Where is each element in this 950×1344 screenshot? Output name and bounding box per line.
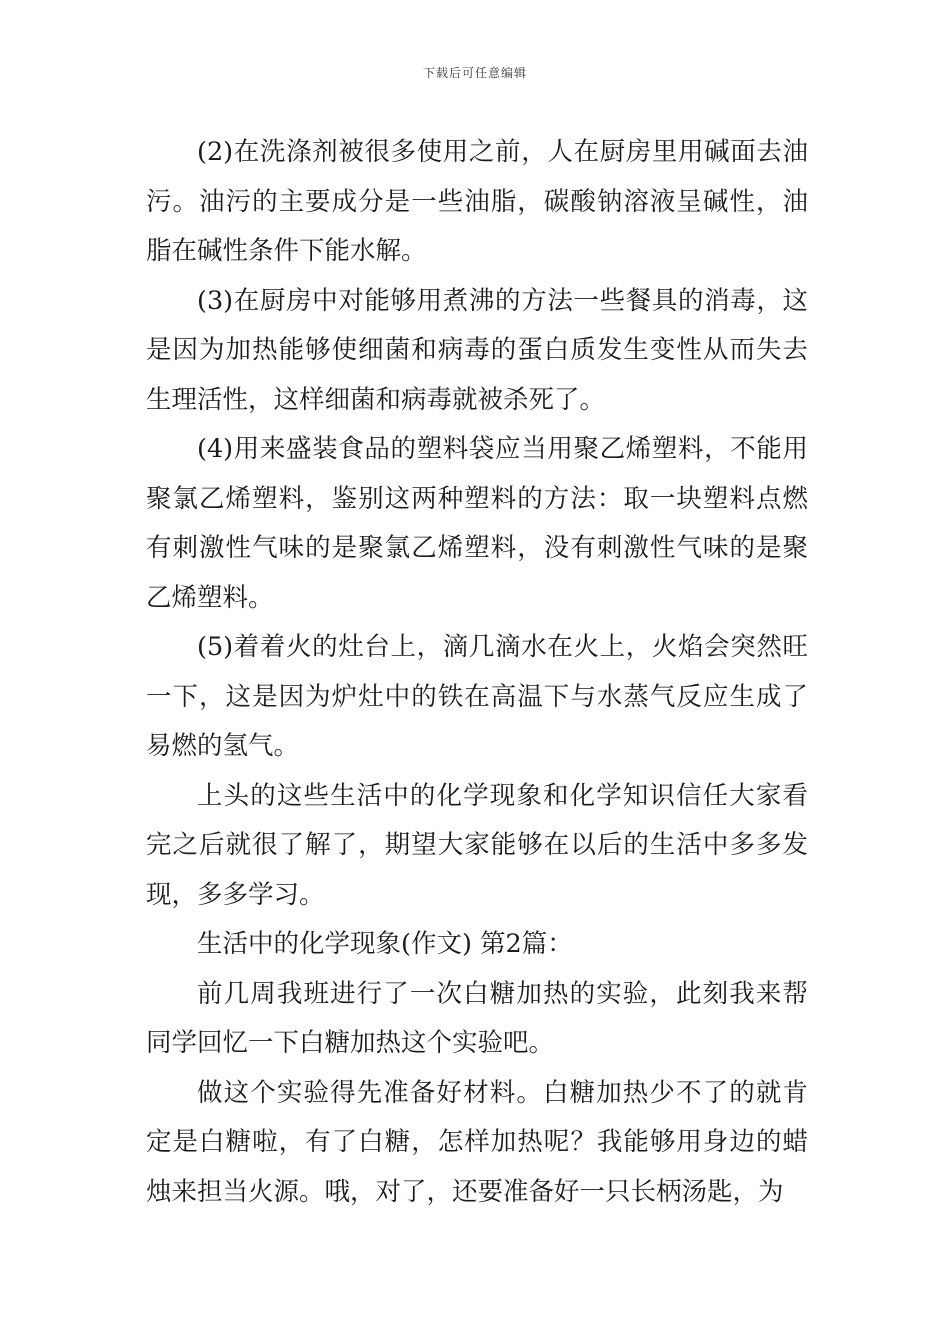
page-header-note: 下载后可任意编辑 xyxy=(422,66,527,80)
paragraph-materials: 做这个实验得先准备好材料。白糖加热少不了的就肯定是白糖啦，有了白糖，怎样加热呢？我能够用身边的蜡烛来担当火源。哦，对了，还要准备好一只长柄汤匙，为 xyxy=(146,1077,808,1207)
paragraph-item-4: (4)用来盛装食品的塑料袋应当用聚乙烯塑料，不能用聚氯乙烯塑料，鉴别这两种塑料的方法：取一块塑料点燃有刺激性气味的是聚氯乙烯塑料，没有刺激性气味的是聚乙烯塑料。 xyxy=(146,434,808,613)
paragraph-item-2: (2)在洗涤剂被很多使用之前，人在厨房里用碱面去油污。油污的主要成分是一些油脂，碳酸钠溶液呈碱性，油脂在碱性条件下能水解。 xyxy=(146,137,808,266)
document-body xyxy=(146,128,808,1217)
paragraph-item-3: (3)在厨房中对能够用煮沸的方法一些餐具的消毒，这是因为加热能够使细菌和病毒的蛋白质发生变性从而失去生理活性，这样细菌和病毒就被杀死了。 xyxy=(146,285,808,415)
paragraph-summary: 上头的这些生活中的化学现象和化学知识信任大家看完之后就很了解了，期望大家能够在以后的生活中多多发现，多多学习。 xyxy=(146,780,808,910)
paragraph-item-5: (5)着着火的灶台上，滴几滴水在火上，火焰会突然旺一下，这是因为炉灶中的铁在高温下与水蒸气反应生成了易燃的氢气。 xyxy=(146,632,808,761)
paragraph-intro: 前几周我班进行了一次白糖加热的实验，此刻我来帮同学回忆一下白糖加热这个实验吧。 xyxy=(146,978,808,1058)
section-heading: 生活中的化学现象(作文) 第2篇： xyxy=(197,929,573,959)
